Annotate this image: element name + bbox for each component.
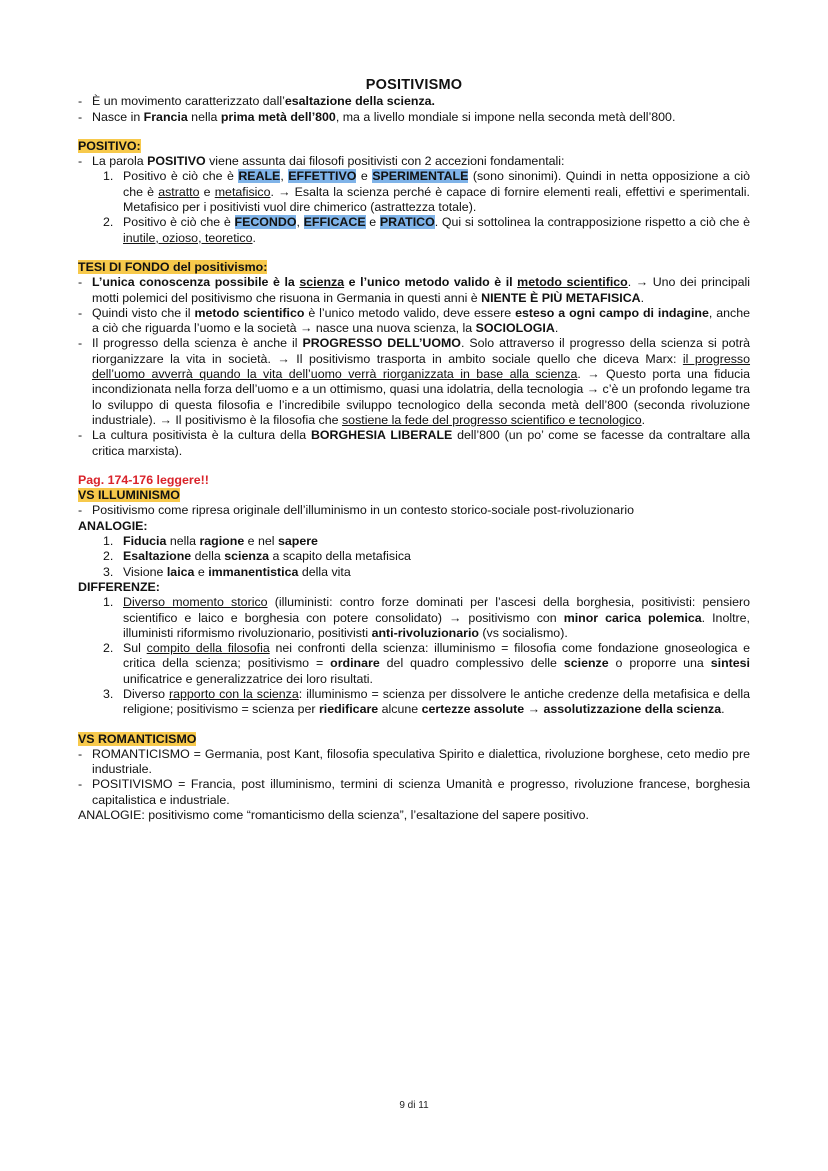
list-item: 1. Positivo è ciò che è REALE, EFFETTIVO e SPERIMENTALE (sono sinonimi). Quindi in netta opposizione a ciò che è astratto e metafisico. → Esalta la scienza perché è capace di fornire elementi reali, effettivi e sperimentali. Metafisico per i positivisti vuol dire chimerico (astrattezza totale). xyxy=(103,169,751,215)
page-reference-note: Pag. 174-176 leggere!! xyxy=(78,472,209,487)
document-page xyxy=(78,78,750,823)
list-item: 3. Diverso rapporto con la scienza: illuminismo = scienza per dissolvere le antiche credenze della metafisica e della religione; positivismo = scienza per riedificare alcune certezze assolute → assolutizzazione della scienza. xyxy=(103,686,750,717)
intro-item-1: - È un movimento caratterizzato dall’esaltazione della scienza. xyxy=(78,94,435,109)
list-item: 2. Positivo è ciò che è FECONDO, EFFICACE e PRATICO. Qui si sottolinea la contrapposizione rispetto a ciò che è inutile, ozioso, teoretico. xyxy=(103,215,751,245)
section-heading-tesi: TESI DI FONDO del positivismo: xyxy=(78,259,268,274)
section-heading-positivo: POSITIVO: xyxy=(78,138,141,153)
differenze-label: DIFFERENZE: xyxy=(78,579,160,594)
differenze-list xyxy=(78,595,750,717)
romanticismo-closing: ANALOGIE: positivismo come “romanticismo della scienza”, l’esaltazione del sapere positivo. xyxy=(78,808,589,823)
romanticismo-item-1: - ROMANTICISMO = Germania, post Kant, filosofia speculativa Spirito e dialettica, rivoluzione borghese, ceto medio pre industriale. xyxy=(78,746,750,777)
positivo-lead: - La parola POSITIVO viene assunta dai filosofi positivisti con 2 accezioni fondamentali: xyxy=(78,154,565,169)
list-item: 3. Visione laica e immanentistica della vita xyxy=(103,564,351,579)
section-heading-illuminismo: VS ILLUMINISMO xyxy=(78,488,180,503)
list-item: 2. Esaltazione della scienza a scapito della metafisica xyxy=(103,549,411,564)
list-item: 1. Diverso momento storico (illuministi: contro forze dominati per l’ascesi della borghesia, positivisti: pensiero scientifico e laico e borghesia con potere consolidato) → positivismo con minor carica polemica. Inoltre, illuministi riformismo rivoluzionario, positivisti anti-rivoluzionario (vs socialismo). xyxy=(103,595,750,640)
list-item: 2. Sul compito della filosofia nei confronti della scienza: illuminismo = filosofia come fondazione gnoseologica e critica della scienza; positivismo = ordinare del quadro complessivo delle scienze o proporre una sintesi unificatrice e generalizzatrice dei loro risultati. xyxy=(103,641,750,686)
tesi-item-3: - Il progresso della scienza è anche il PROGRESSO DELL’UOMO. Solo attraverso il progresso della scienza si potrà riorganizzare la vita in società. → Il positivismo trasporta in ambito sociale quello che diceva Marx: il progresso dell’uomo avverrà quando la vita dell’uomo verrà riorganizzata in base alla scienza. → Questo porta una fiducia incondizionata nella forza dell’uomo e a un ottimismo, quasi una idolatria, della tecnologia → c’è un profondo legame tra lo sviluppo di questa filosofia e l’incredibile sviluppo tecnologico della seconda metà dell’800 (seconda rivoluzione industriale). → Il positivismo è la filosofia che sostiene la fede del progresso scientifico e tecnologico. xyxy=(78,336,751,427)
tesi-item-2: - Quindi visto che il metodo scientifico è l’unico metodo valido, deve essere esteso a ogni campo di indagine, anche a ciò che riguarda l’uomo e la società → nasce una nuova scienza, la SOCIOLOGIA. xyxy=(78,305,750,336)
illuminismo-lead: - Positivismo come ripresa originale dell’illuminismo in un contesto storico-sociale post-rivoluzionario xyxy=(78,503,634,518)
tesi-item-1: - L’unica conoscenza possibile è la scienza e l’unico metodo valido è il metodo scientifico. → Uno dei principali motti polemici del positivismo che risuona in Germania in questi anni è NIENTE È PIÙ METAFISICA. xyxy=(78,275,750,305)
tesi-item-4: - La cultura positivista è la cultura della BORGHESIA LIBERALE dell’800 (un po’ come se facesse da contraltare alla critica marxista). xyxy=(78,428,750,458)
section-heading-romanticismo: VS ROMANTICISMO xyxy=(78,731,197,746)
intro-item-2: - Nasce in Francia nella prima metà dell’800, ma a livello mondiale si impone nella seconda metà dell’800. xyxy=(78,109,676,124)
romanticismo-item-2: - POSITIVISMO = Francia, post illuminismo, termini di scienza Umanità e progresso, rivoluzione francese, borghesia capitalistica e industriale. xyxy=(78,777,750,807)
analogie-list xyxy=(78,534,750,580)
positivo-list xyxy=(78,169,750,245)
analogie-label: ANALOGIE: xyxy=(78,518,148,533)
page-title: POSITIVISMO xyxy=(365,77,463,93)
list-item: 1. Fiducia nella ragione e nel sapere xyxy=(103,534,318,549)
page-number: 9 di 11 xyxy=(399,1100,429,1111)
